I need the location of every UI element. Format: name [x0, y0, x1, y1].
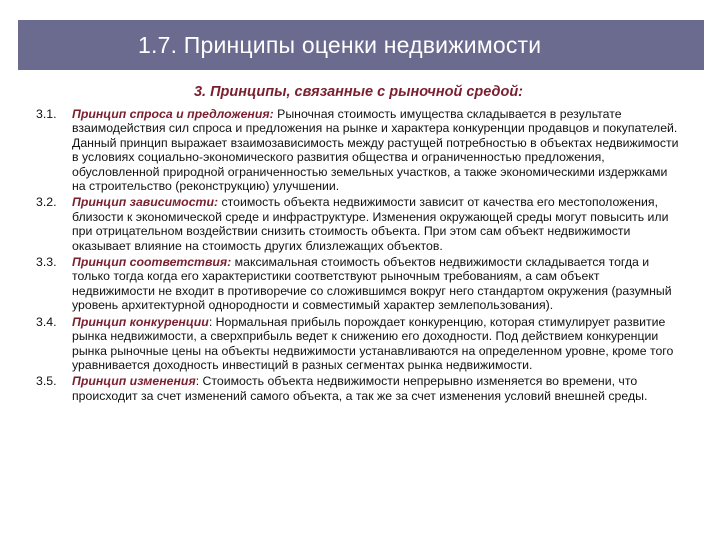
- principle-text: : Нормальная прибыль порождает конкуренцию, которая стимулирует развитие рынка недвижимости, а сверхприбыль ведет к снижению его доходности. Под действием конкуренции рынка рыночные цены на объекты недвижимости устанавливаются на определенном уровне, кроме того уравнивается доходность инвестиций в разных сегментах рынка недвижимости.: [72, 314, 674, 372]
- principle-item: [36, 195, 681, 253]
- content-area: [36, 84, 681, 405]
- title-bar: [18, 20, 704, 70]
- principle-number: 3.5.: [36, 374, 57, 389]
- principle-body: [72, 374, 681, 403]
- principle-term: Принцип спроса и предложения:: [72, 107, 274, 121]
- principle-number: 3.3.: [36, 255, 57, 270]
- principle-item: [36, 255, 681, 313]
- principle-text: максимальная стоимость объектов недвижимости складывается тогда и только тогда когда его характеристики соответствуют рыночным требованиям, а сам объект недвижимости не входит в противоречие со сложившимся вокруг него стандартом окружения (разумный уровень архитектурной однородности и совместимый характер землепользования).: [72, 255, 672, 313]
- principle-item: [36, 374, 681, 403]
- principle-body: [72, 195, 681, 253]
- principle-body: [72, 315, 681, 373]
- principle-number: 3.2.: [36, 195, 57, 210]
- principle-body: [72, 255, 681, 313]
- principle-term: Принцип конкуренции: [72, 314, 209, 329]
- page-title: 1.7. Принципы оценки недвижимости: [138, 31, 542, 58]
- principle-item: [36, 315, 681, 373]
- principle-number: 3.1.: [36, 107, 57, 121]
- section-subtitle: 3. Принципы, связанные с рыночной средой:: [193, 84, 524, 100]
- principle-term: Принцип зависимости:: [72, 195, 219, 210]
- principle-body: [72, 107, 681, 193]
- principle-term: Принцип изменения: [72, 374, 196, 389]
- principle-item: [36, 107, 681, 193]
- principle-text: Рыночная стоимость имущества складывается в результате взаимодействия сил спроса и предложения на рынке и характера конкуренции продавцов и покупателей. Данный принцип выражает взаимозависимость между растущей потребностью в объектах недвижимости в условиях социально-экономического развития общества и ограниченностью предложения, обусловленной природной ограниченностью земельных участков, а также экономическими издержками на строительство (реконструкцию) улучшении.: [72, 107, 679, 194]
- principle-number: 3.4.: [36, 314, 57, 329]
- principle-term: Принцип соответствия:: [72, 255, 232, 270]
- principle-text: : Стоимость объекта недвижимости непрерывно изменяется во времени, что происходит за счет изменений самого объекта, а так же за счет изменения условий внешней среды.: [72, 374, 648, 403]
- principle-text: стоимость объекта недвижимости зависит от качества его местоположения, близости к экономической среде и инфраструктуре. Изменения окружающей среды могут повысить или при отрицательном воздействии снизить стоимость объекта. При этом сам объект недвижимости оказывает влияние на стоимость других близлежащих объектов.: [72, 195, 669, 253]
